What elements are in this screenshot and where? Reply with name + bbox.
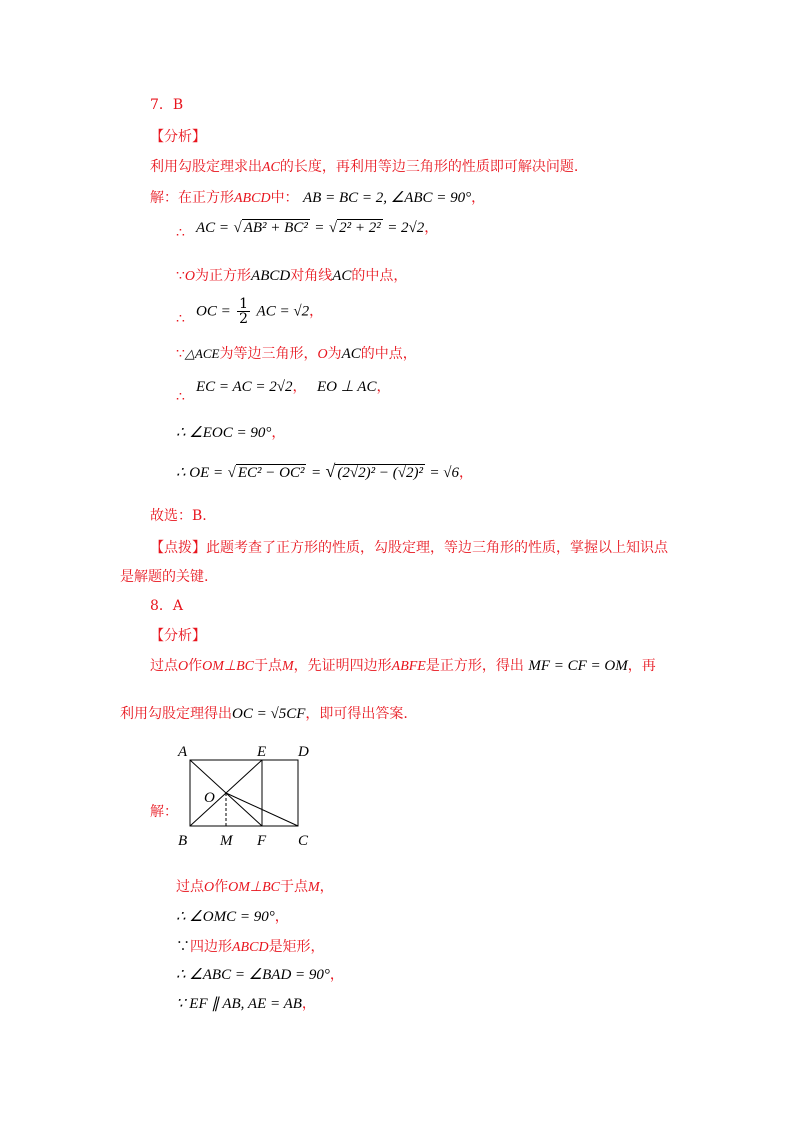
- q7-analysis-text: 利用勾股定理求出AC的长度，再利用等边三角形的性质即可解决问题.: [150, 159, 579, 175]
- q7-analysis-heading: 【分析】: [150, 129, 206, 145]
- q8-angle-omc: ∴ ∠OMC = 90°，: [176, 909, 289, 925]
- q7-choice: 故选：B.: [150, 508, 207, 524]
- q7-solution-lead: 解：在正方形ABCD中： AB = BC = 2, ∠ABC = 90°，: [150, 190, 486, 206]
- q8-answer: 8．A: [150, 598, 184, 614]
- q8-analysis-line2: 利用勾股定理得出OC = √5CF，即可得出答案.: [120, 706, 408, 722]
- label-B: B: [178, 833, 188, 849]
- q8-rect-line: ∵四边形ABCD是矩形，: [176, 939, 325, 955]
- q7-answer: 7．B: [150, 97, 184, 113]
- label-M: M: [220, 833, 233, 849]
- q8-angle-abc: ∴ ∠ABC = ∠BAD = 90°，: [176, 967, 344, 983]
- q8-analysis-heading: 【分析】: [150, 628, 206, 644]
- q7-ac-equation: AC = √ AB² + BC² = √ 2² + 2² = 2√2，: [196, 220, 439, 236]
- q8-sol-line1: 过点O作OM⊥BC于点M，: [176, 879, 334, 895]
- q8-solution-lead: 解：: [150, 804, 178, 820]
- label-E: E: [257, 744, 267, 760]
- therefore-symbol: ∴: [176, 311, 185, 327]
- label-A: A: [178, 744, 188, 760]
- label-O: O: [204, 790, 215, 806]
- q7-oe-equation: ∴ OE = √ EC² − OC² = √ (2√2)² − (√2)² = √6，: [176, 461, 474, 481]
- label-F: F: [257, 833, 267, 849]
- q8-ef-ab: ∵ EF ∥ AB, AE = AB，: [176, 996, 316, 1012]
- label-C: C: [298, 833, 309, 849]
- therefore-symbol: ∴: [176, 389, 185, 405]
- geometry-figure: [170, 736, 330, 854]
- q7-tip: 【点拨】此题考查了正方形的性质，勾股定理，等边三角形的性质，掌握以上知识点: [150, 540, 668, 556]
- q7-tip-cont: 是解题的关键.: [120, 569, 209, 585]
- label-D: D: [298, 744, 309, 760]
- q8-analysis-line1: 过点O作OM⊥BC于点M，先证明四边形ABFE是正方形，得出 MF = CF = OM，再: [150, 658, 656, 674]
- q7-ec-equation: EC = AC = 2√2， EO ⊥ AC，: [196, 379, 391, 395]
- q7-triangle-line: ∵△ACE为等边三角形，O为AC的中点，: [176, 346, 417, 362]
- therefore-symbol: ∴: [176, 225, 185, 241]
- q7-o-midpoint: ∵O为正方形ABCD对角线AC的中点，: [176, 268, 408, 284]
- q7-given-eq: AB = BC = 2, ∠ABC = 90°: [303, 190, 472, 206]
- q7-oc-equation: OC = $\frac{1}{2}$ AC = √2，: [196, 296, 324, 327]
- q7-angle-eoc: ∴ ∠EOC = 90°，: [176, 425, 286, 441]
